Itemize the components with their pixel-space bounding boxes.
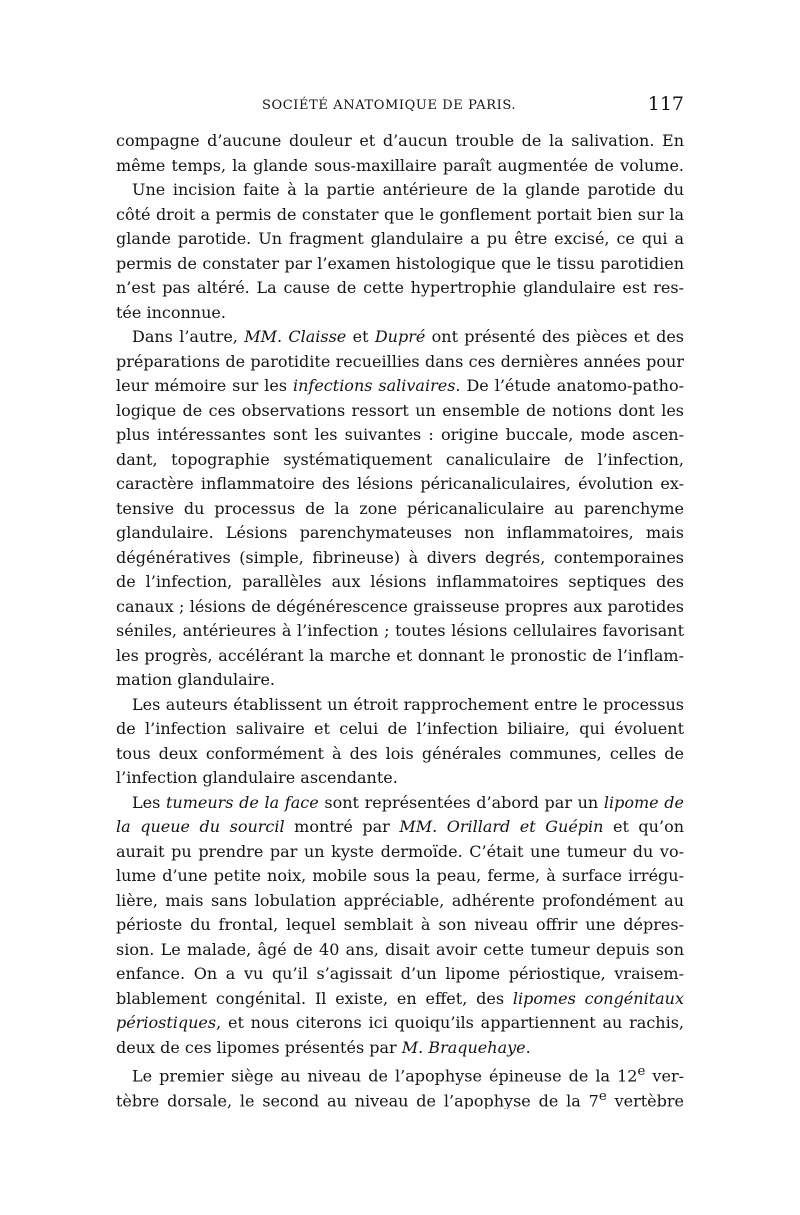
text-line: périostiques, et nous citerons ici quoiqu’ils appartiennent au rachis,	[116, 1013, 684, 1032]
text-line: la queue du sourcil montré par MM. Orillard et Guépin et qu’on	[116, 817, 684, 836]
text-line: plus intéressantes sont les suivantes : origine buccale, mode ascen-	[116, 425, 684, 444]
text-line: enfance. On a vu qu’il s’agissait d’un lipome périostique, vraisem-	[116, 964, 684, 983]
text-line: tée inconnue.	[116, 302, 226, 322]
text-line: préparations de parotidite recueillies dans ces dernières années pour	[116, 351, 684, 371]
text-line: deux de ces lipomes présentés par M. Braquehaye.	[116, 1037, 531, 1057]
text-line: Le premier siège au niveau de l’apophyse épineuse de la 12e ver-	[132, 1064, 684, 1085]
text-line: lière, mais sans lobulation appréciable, adhérente profondément au	[116, 890, 684, 910]
text-line: compagne d’aucune douleur et d’aucun trouble de la salivation. En	[116, 131, 684, 150]
running-head: SOCIÉTÉ ANATOMIQUE DE PARIS.	[262, 98, 517, 113]
text-line: Une incision faite à la partie antérieure de la glande parotide du	[132, 180, 684, 199]
text-line: glandulaire. Lésions parenchymateuses non inflammatoires, mais	[116, 523, 684, 542]
text-line: sion. Le malade, âgé de 40 ans, disait avoir cette tumeur depuis son	[116, 939, 684, 959]
text-line: Les auteurs établissent un étroit rapprochement entre le processus	[132, 694, 684, 714]
page-header	[116, 93, 684, 120]
text-line: lume d’une petite noix, mobile sous la peau, ferme, à surface irrégu-	[116, 866, 684, 885]
text-line: blablement congénital. Il existe, en effet, des lipomes congénitaux	[116, 988, 684, 1008]
text-line: aurait pu prendre par un kyste dermoïde. C’était une tumeur du vo-	[116, 841, 684, 861]
text-line: mation glandulaire.	[116, 670, 276, 689]
text-line: permis de constater par l’examen histologique que le tissu parotidien	[116, 253, 684, 273]
text-line: séniles, antérieures à l’infection ; toutes lésions cellulaires favorisant	[116, 621, 684, 640]
page-number: 117	[647, 93, 684, 115]
text-line: tèbre dorsale, le second au niveau de l’apophyse de la 7e vertèbre	[116, 1088, 684, 1109]
text-line: dant, topographie systématiquement canaliculaire de l’infection,	[116, 449, 684, 469]
text-line: dégénératives (simple, fibrineuse) à divers degrés, contemporaines	[116, 547, 684, 567]
text-line: Les tumeurs de la face sont représentées d’abord par un lipome de	[132, 792, 684, 812]
text-line: de l’infection, parallèles aux lésions inflammatoires septiques des	[116, 572, 684, 591]
text-line: les progrès, accélérant la marche et donnant le pronostic de l’inflam-	[116, 645, 684, 665]
text-line: logique de ces observations ressort un ensemble de notions dont les	[116, 400, 684, 420]
text-line: tous deux conformément à des lois générales communes, celles de	[116, 743, 684, 763]
text-line: Dans l’autre, MM. Claisse et Dupré ont présenté des pièces et des	[132, 327, 684, 346]
text-line: l’infection glandulaire ascendante.	[116, 768, 398, 787]
text-line: canaux ; lésions de dégénérescence graisseuse propres aux parotides	[116, 596, 684, 616]
text-line: leur mémoire sur les infections salivaires. De l’étude anatomo-patho-	[116, 376, 684, 395]
text-line: périoste du frontal, lequel semblait à son niveau offrir une dépres-	[116, 915, 684, 934]
text-line: côté droit a permis de constater que le gonflement portait bien sur la	[116, 204, 684, 224]
text-line: n’est pas altéré. La cause de cette hypertrophie glandulaire est res-	[116, 278, 684, 297]
text-line: de l’infection salivaire et celui de l’infection biliaire, qui évoluent	[116, 719, 684, 738]
text-line: tensive du processus de la zone péricanaliculaire au parenchyme	[116, 498, 684, 518]
text-line: glande parotide. Un fragment glandulaire a pu être excisé, ce qui a	[116, 229, 684, 248]
text-line: caractère inflammatoire des lésions péricanaliculaires, évolution ex-	[116, 474, 684, 493]
text-line: même temps, la glande sous-maxillaire paraît augmentée de volume.	[116, 155, 684, 175]
body-text	[116, 129, 684, 1109]
